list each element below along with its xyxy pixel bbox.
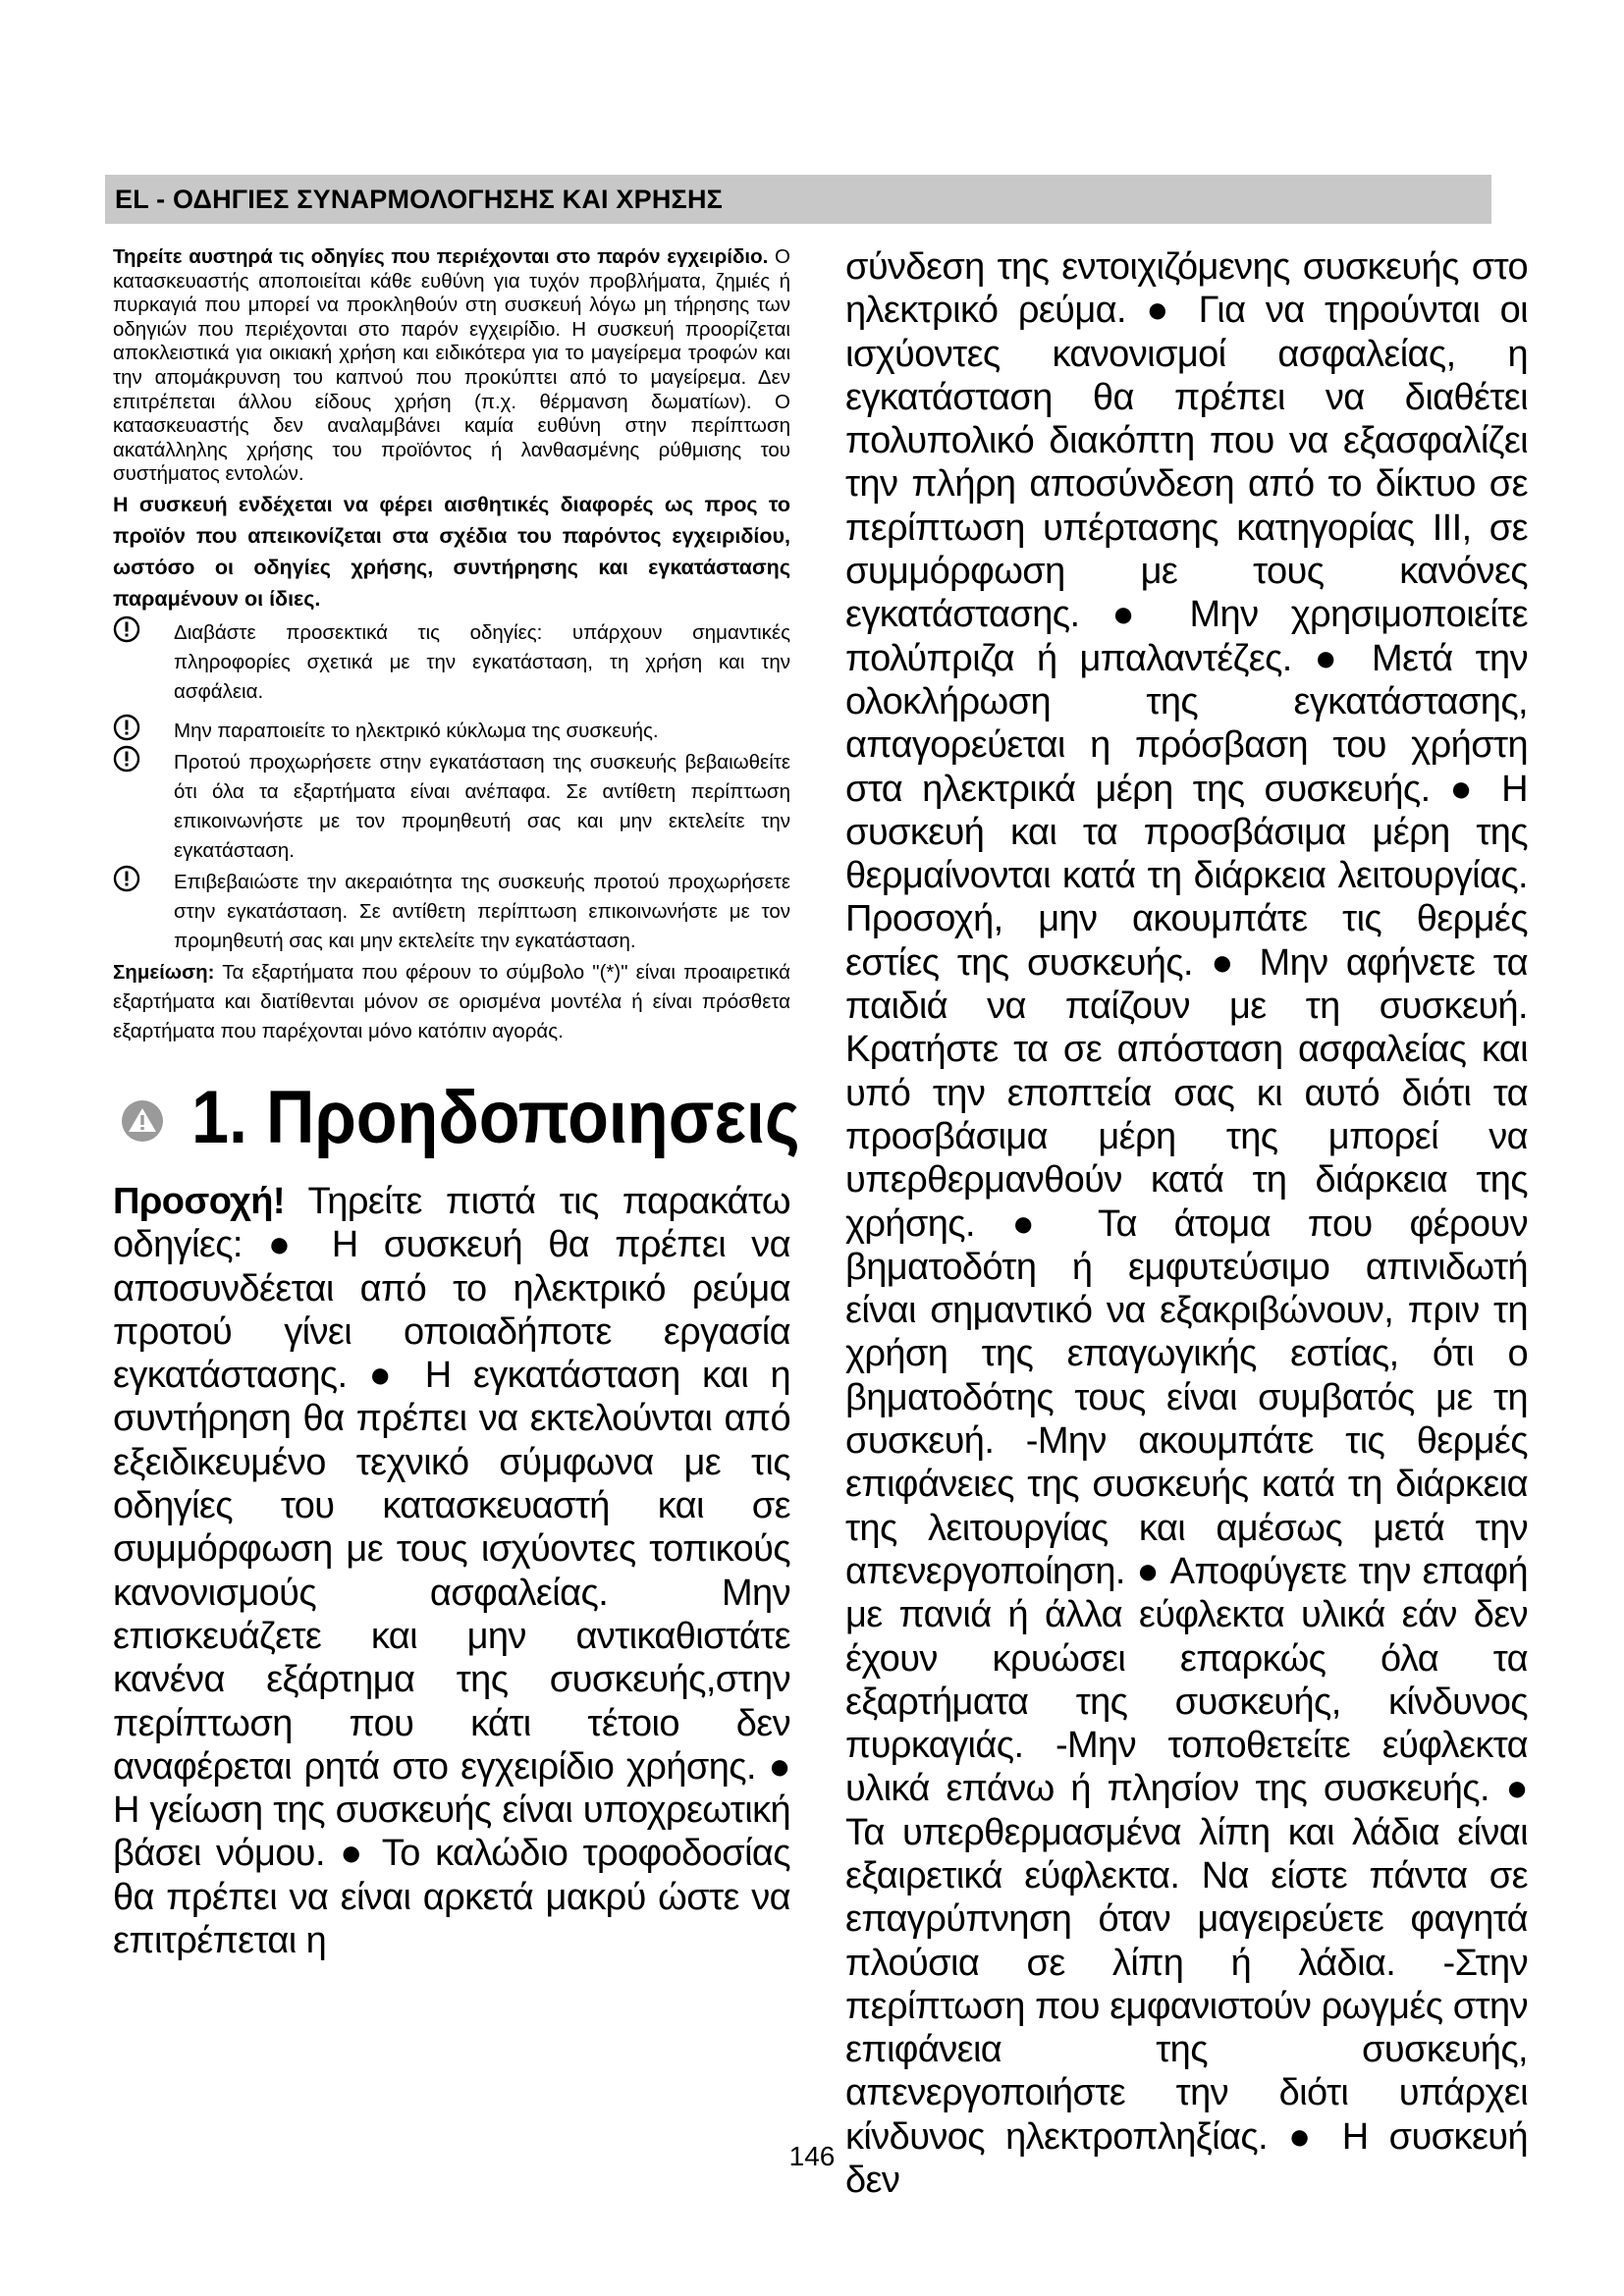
remark-paragraph xyxy=(113,958,790,1046)
warning-circle-icon xyxy=(113,745,140,773)
attention-label: Προσοχή! xyxy=(113,1180,285,1222)
intro-bold-note: Η συσκευή ενδέχεται να φέρει αισθητικές διαφορές ως προς το προϊόν που απεικονίζεται στα σχέδια του παρόντος εγχειριδίου, ωστόσο οι οδηγίες χρήσης, συντήρησης και εγκατάστασης παραμένουν οι ίδιες. xyxy=(113,492,790,611)
warning-triangle-icon xyxy=(121,1099,164,1143)
section-heading xyxy=(113,1074,800,1168)
note-text: Διαβάστε προσεκτικά τις οδηγίες: υπάρχουν σημαντικές πληροφορίες σχετικά με την εγκατάσταση, τη χρήση και την ασφάλεια. xyxy=(174,620,790,703)
note-item xyxy=(113,748,790,866)
remark-text: Τα εξαρτήματα που φέρουν το σύμβολο "(*)" είναι προαιρετικά εξαρτήματα και διατίθενται μόνον σε ορισμένα μοντέλα ή είναι πρόσθετα εξαρτήματα που παρέχονται μόνο κατόπιν αγοράς. xyxy=(113,960,790,1042)
note-text: Μην παραποιείτε το ηλεκτρικό κύκλωμα της συσκευής. xyxy=(174,719,659,742)
note-text: Επιβεβαιώστε την ακεραιότητα της συσκευής προτού προχωρήσετε στην εγκατάσταση. Σε αντίθετη περίπτωση επικοινωνήστε με τον προμηθευτή σας και μην εκτελείτε την εγκατάσταση. xyxy=(174,870,790,952)
header-title: EL - ΟΔΗΓΙΕΣ ΣΥΝΑΡΜΟΛΟΓΗΣΗΣ ΚΑΙ ΧΡΗΣΗΣ xyxy=(115,185,724,214)
note-text: Προτού προχωρήσετε στην εγκατάσταση της συσκευής βεβαιωθείτε ότι όλα τα εξαρτήματα είναι ανέπαφα. Σε αντίθετη περίπτωση επικοινωνήστε με τον προμηθευτή σας και μην εκτελείτε την εγκατάσταση. xyxy=(174,750,790,862)
note-item xyxy=(113,868,790,956)
section-header-bar xyxy=(105,175,1491,224)
warning-circle-icon xyxy=(113,714,140,741)
intro-text: Ο κατασκευαστής αποποιείται κάθε ευθύνη για τυχόν προβλήματα, ζημιές ή πυρκαγιά που μπορεί να προκληθούν στη συσκευή λόγω μη τήρησης των οδηγιών που περιέχονται στο παρόν εγχειρίδιο. Η συσκευή προορίζεται αποκλειστικά για οικιακή χρήση και ειδικότερα για το μαγείρεμα τροφών και την απομάκρυνση του καπνού που προκύπτει από το μαγείρεμα. Δεν επιτρέπεται άλλου είδους χρήση (π.χ. θέρμανση δωματίων). Ο κατασκευαστής δεν αναλαμβάνει καμία ευθύνη στην περίπτωση ακατάλληλης χρήσης του προϊόντος ή λανθασμένης ρύθμισης του συστήματος εντολών. xyxy=(113,245,790,486)
warning-circle-icon xyxy=(113,865,140,892)
left-column xyxy=(113,245,800,1962)
note-item xyxy=(113,618,790,707)
intro-bold-lead: Τηρείτε αυστηρά τις οδηγίες που περιέχονται στο παρόν εγχειρίδιο. xyxy=(113,245,769,268)
page-number: 146 xyxy=(788,2141,836,2171)
section-title: 1. Προηδοποιησεις xyxy=(191,1075,800,1159)
warnings-left-body: Τηρείτε πιστά τις παρακάτω οδηγίες: ● Η συσκευή θα πρέπει να αποσυνδέεται από το ηλεκτρικό ρεύμα προτού γίνει οποιαδήποτε εργασία εγκατάστασης. ● Η εγκατάσταση και η συντήρηση θα πρέπει να εκτελούνται από εξειδικευμένο τεχνικό σύμφωνα με τις οδηγίες του κατασκευαστή και σε συμμόρφωση με τους ισχύοντες τοπικούς κανονισμούς ασφαλείας. Μην επισκευάζετε και μην αντικαθιστάτε κανένα εξάρτημα της συσκευής,στην περίπτωση που κάτι τέτοιο δεν αναφέρεται ρητά στο εγχειρίδιο χρήσης. ● Η γείωση της συσκευής είναι υποχρεωτική βάσει νόμου. ● Το καλώδιο τροφοδοσίας θα πρέπει να είναι αρκετά μακρύ ώστε να επιτρέπεται η xyxy=(113,1180,790,1961)
warnings-right-text: σύνδεση της εντοιχιζόμενης συσκευής στο ηλεκτρικό ρεύμα. ● Για να τηρούνται οι ισχύοντες κανονισμοί ασφαλείας, η εγκατάσταση θα πρέπει να διαθέτει πολυπολικό διακόπτη που να εξασφαλίζει την πλήρη αποσύνδεση από το δίκτυο σε περίπτωση υπέρτασης κατηγορίας III, σε συμμόρφωση με τους κανόνες εγκατάστασης. ● Μην χρησιμοποιείτε πολύπριζα ή μπαλαντέζες. ● Μετά την ολοκλήρωση της εγκατάστασης, απαγορεύεται η πρόσβαση του χρήστη στα ηλεκτρικά μέρη της συσκευής. ● Η συσκευή και τα προσβάσιμα μέρη της θερμαίνονται κατά τη διάρκεια λειτουργίας. Προσοχή, μην ακουμπάτε τις θερμές εστίες της συσκευής. ● Μην αφήνετε τα παιδιά να παίζουν με τη συσκευή. Κρατήστε τα σε απόσταση ασφαλείας και υπό την εποπτεία σας κι αυτό διότι τα προσβάσιμα μέρη της μπορεί να υπερθερμανθούν κατά τη διάρκεια της χρήσης. ● Τα άτομα που φέρουν βηματοδότη ή εμφυτεύσιμο απινιδωτή είναι σημαντικό να εξακριβώνουν, πριν τη χρήση της επαγωγικής εστίας, ότι ο βηματοδότης τους είναι συμβατός με τη συσκευή. -Μην ακουμπάτε τις θερμές επιφάνειες της συσκευής κατά τη διάρκεια της λειτουργίας και αμέσως μετά την απενεργοποίηση. ● Αποφύγετε την επαφή με πανιά ή άλλα εύφλεκτα υλικά εάν δεν έχουν κρυώσει επαρκώς όλα τα εξαρτήματα της συσκευής, κίνδυνος πυρκαγιάς. -Μην τοποθετείτε εύφλεκτα υλικά επάνω ή πλησίον της συσκευής. ● Τα υπερθερμασμένα λίπη και λάδια είναι εξαιρετικά εύφλεκτα. Να είστε πάντα σε επαγρύπνηση όταν μαγειρεύετε φαγητά πλούσια σε λίπη ή λάδια. -Στην περίπτωση που εμφανιστούν ρωγμές στην επιφάνεια της συσκευής, απενεργοποιήστε την διότι υπάρχει κίνδυνος ηλεκτροπληξίας. ● Η συσκευή δεν xyxy=(845,246,1528,2202)
warning-circle-icon xyxy=(113,615,140,643)
note-item xyxy=(113,717,790,746)
intro-paragraph xyxy=(113,245,790,487)
intro-bold-note-paragraph xyxy=(113,489,790,614)
warnings-left-text xyxy=(113,1180,790,1962)
remark-label: Σημείωση: xyxy=(113,960,215,984)
right-column xyxy=(845,245,1528,2202)
